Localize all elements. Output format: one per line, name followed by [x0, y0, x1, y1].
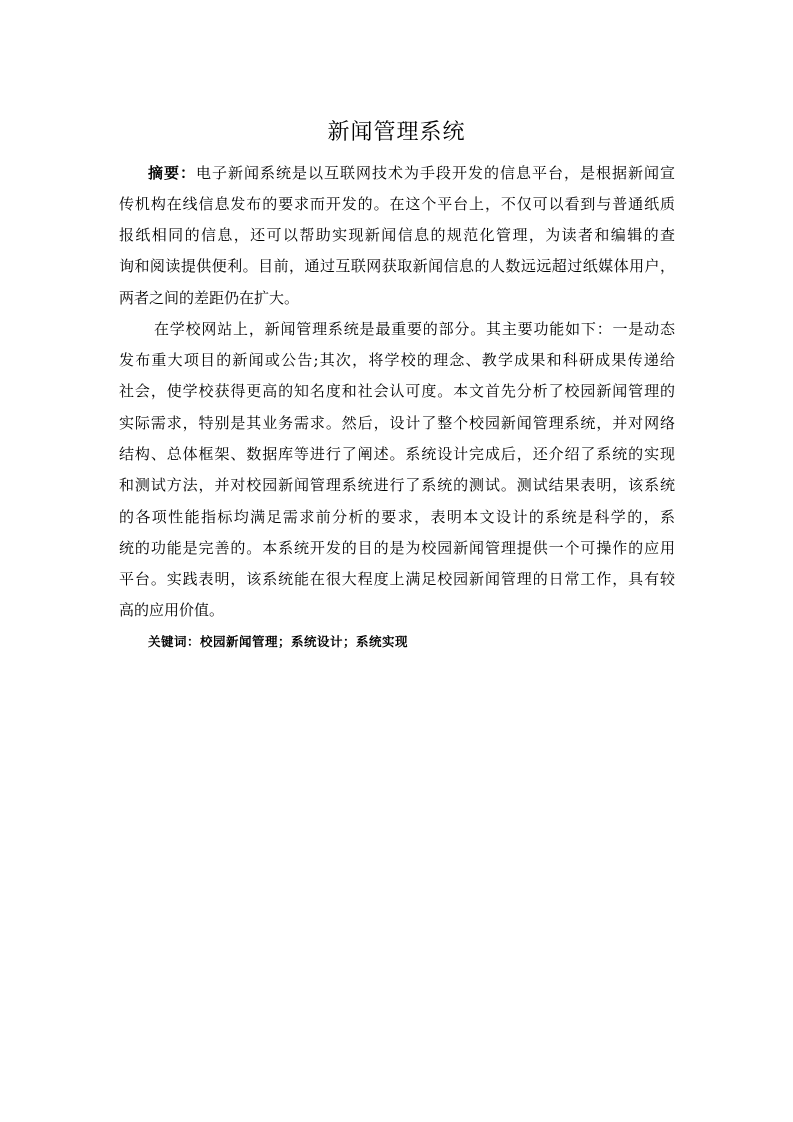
abstract-line-3: 报纸相同的信息，还可以帮助实现新闻信息的规范化管理，为读者和编辑的查	[119, 226, 675, 244]
abstract-label: 摘要：	[148, 164, 196, 182]
document-title: 新闻管理系统	[327, 120, 466, 145]
paragraph2-line-9: 平台。实践表明，该系统能在很大程度上满足校园新闻管理的日常工作，具有较	[119, 570, 675, 588]
abstract-line-5: 两者之间的差距仍在扩大。	[119, 289, 300, 307]
paragraph2-line-10: 高的应用价值。	[119, 601, 225, 619]
keywords-line: 关键词：校园新闻管理；系统设计；系统实现	[148, 634, 409, 649]
paragraph2-line-1: 在学校网站上，新闻管理系统是最重要的部分。其主要功能如下：一是动态	[154, 320, 675, 338]
paragraph2-line-7: 的各项性能指标均满足需求前分析的要求，表明本文设计的系统是科学的，系	[119, 508, 675, 526]
abstract-text: 电子新闻系统是以互联网技术为手段开发的信息平台，是根据新闻宣	[196, 164, 675, 182]
paragraph2-line-6: 和测试方法，并对校园新闻管理系统进行了系统的测试。测试结果表明，该系统	[119, 476, 675, 494]
paragraph2-line-5: 结构、总体框架、数据库等进行了阐述。系统设计完成后，还介绍了系统的实现	[119, 445, 675, 463]
paragraph2-line-4: 实际需求，特别是其业务需求。然后，设计了整个校园新闻管理系统，并对网络	[119, 414, 675, 432]
paragraph2-line-2: 发布重大项目的新闻或公告;其次，将学校的理念、教学成果和科研成果传递给	[119, 351, 675, 369]
abstract-line-1	[148, 163, 675, 183]
abstract-line-4: 询和阅读提供便利。目前，通过互联网获取新闻信息的人数远远超过纸媒体用户，	[119, 257, 675, 275]
abstract-line-2: 传机构在线信息发布的要求而开发的。在这个平台上，不仅可以看到与普通纸质	[119, 195, 675, 213]
paragraph2-line-3: 社会，使学校获得更高的知名度和社会认可度。本文首先分析了校园新闻管理的	[119, 382, 675, 400]
paragraph2-line-8: 统的功能是完善的。本系统开发的目的是为校园新闻管理提供一个可操作的应用	[119, 539, 675, 557]
